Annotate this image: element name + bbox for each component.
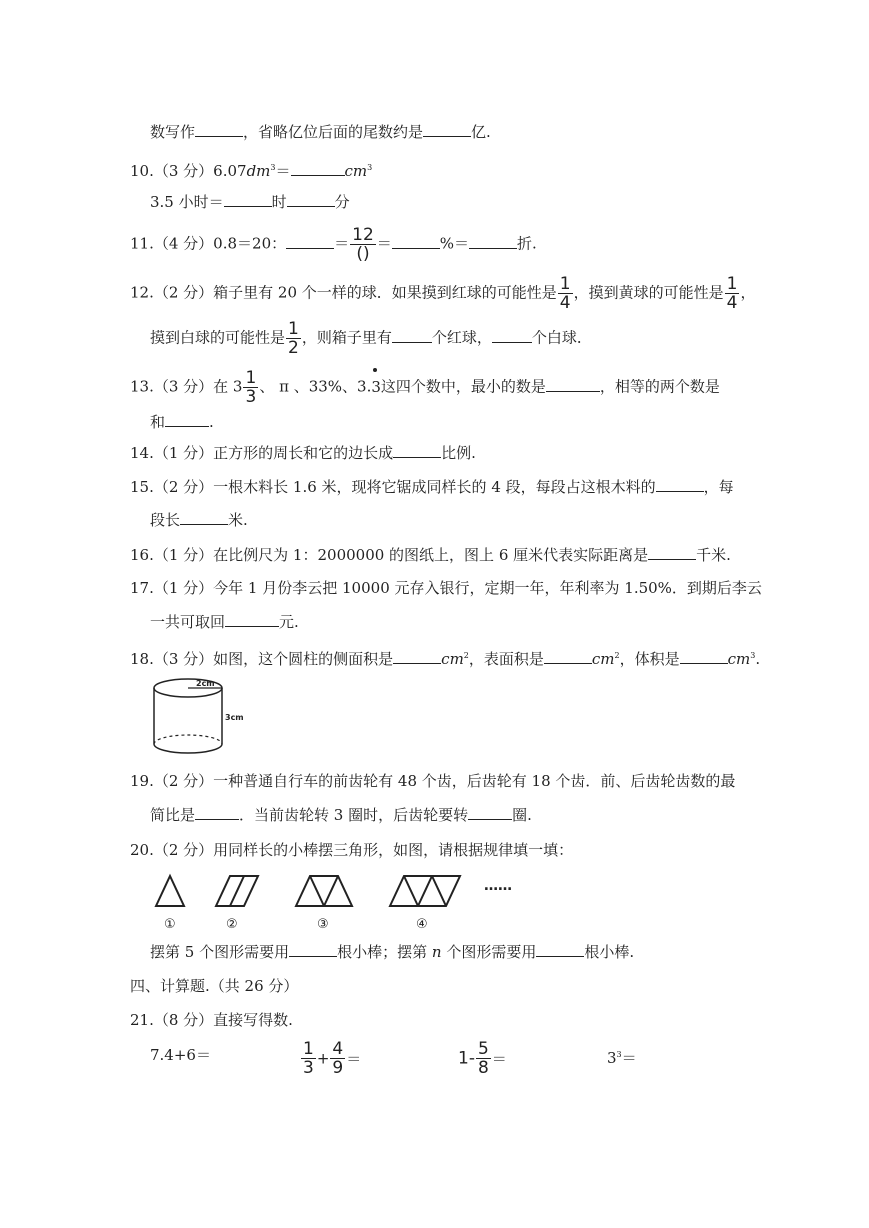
answer-blank[interactable]	[423, 122, 471, 137]
answer-blank[interactable]	[291, 161, 345, 176]
text: ，则箱子里有	[301, 328, 392, 347]
text: 圈.	[512, 806, 532, 824]
text: 摆第 5 个图形需要用	[150, 943, 290, 961]
figure-label-1: ①	[164, 917, 176, 932]
figure-label-2: ②	[226, 917, 238, 932]
text: 12.（2 分）箱子里有 20 个一样的球．如果摸到红球的可能性是	[130, 283, 557, 302]
expression-3	[458, 1040, 507, 1077]
denominator: 9	[332, 1058, 344, 1078]
cylinder-figure	[148, 676, 248, 758]
text: 千米.	[696, 546, 731, 564]
question-13-line-2	[150, 412, 214, 432]
answer-blank[interactable]	[224, 192, 272, 207]
text: ＝	[334, 234, 350, 253]
text: 米.	[228, 511, 248, 529]
text: 一共可取回	[150, 613, 226, 631]
plus-sign: +	[316, 1049, 330, 1068]
text: 个白球．	[531, 328, 592, 347]
question-16	[130, 545, 731, 565]
q9-line	[150, 122, 491, 142]
text: 和	[150, 413, 166, 431]
fraction	[476, 1040, 491, 1077]
text: 11.（4 分）0.8＝20：	[130, 234, 287, 253]
text: .	[755, 650, 761, 668]
text: 3.5 小时＝	[150, 193, 224, 211]
numerator: 1	[559, 274, 571, 294]
figure-3-divider	[310, 876, 324, 906]
radius-label: 2cm	[196, 679, 215, 688]
denominator: 3	[303, 1058, 314, 1078]
answer-blank[interactable]	[180, 510, 228, 525]
answer-blank[interactable]	[546, 377, 600, 392]
repeating-digit: 3	[371, 377, 381, 396]
numerator: 1	[288, 319, 299, 339]
question-15	[130, 477, 734, 497]
text: ＝	[491, 1050, 507, 1068]
text: ，体积是	[619, 650, 680, 668]
denominator: 8	[477, 1058, 489, 1078]
text: ，摸到黄球的可能性是	[573, 283, 724, 302]
section-4-title	[130, 976, 298, 996]
text: 10.（3 分）6.07	[130, 162, 247, 180]
text: 20.（2 分）用同样长的小棒摆三角形，如图，请根据规律填一填：	[130, 841, 574, 859]
answer-blank[interactable]	[289, 942, 337, 957]
figure-4-divider	[432, 876, 446, 906]
text: ，	[740, 283, 756, 302]
question-10-line-2	[150, 192, 350, 212]
numerator: 12	[352, 225, 374, 245]
numerator: 1	[303, 1039, 314, 1059]
text: 15.（2 分）一根木料长 1.6 米，现将它锯成同样长的 4 段，每段占这根木料的	[130, 478, 656, 496]
question-19	[130, 771, 735, 791]
text: %＝	[439, 234, 470, 253]
text: 个红球，	[431, 328, 492, 347]
answer-blank[interactable]	[469, 234, 517, 249]
unit-power: 3	[270, 163, 276, 172]
answer-blank[interactable]	[392, 234, 440, 249]
unit: cm	[591, 650, 615, 668]
text: ＝	[275, 162, 291, 180]
figure-label-4: ④	[416, 917, 428, 932]
text: 3	[607, 1049, 617, 1067]
text: 比例.	[441, 444, 476, 462]
numerator: 5	[477, 1039, 489, 1059]
unit-power: 3	[750, 651, 756, 660]
answer-blank[interactable]	[656, 477, 704, 492]
denominator: 2	[288, 338, 299, 358]
text: 四、计算题.（共 26 分）	[130, 977, 299, 995]
question-12	[130, 275, 755, 312]
answer-blank[interactable]	[648, 545, 696, 560]
text: 7.4+6＝	[150, 1046, 211, 1064]
figure-2-divider	[230, 876, 244, 906]
fraction	[301, 1040, 316, 1077]
text: ．当前齿轮转 3 圈时，后齿轮要转	[239, 806, 469, 824]
text: 元.	[279, 613, 299, 631]
text: 数写作	[150, 123, 196, 141]
text: 段长	[150, 511, 181, 529]
text: 14.（1 分）正方形的周长和它的边长成	[130, 444, 394, 462]
question-17	[130, 578, 762, 598]
answer-blank[interactable]	[680, 649, 728, 664]
denominator: 4	[726, 293, 738, 313]
unit: cm	[344, 162, 368, 180]
answer-blank[interactable]	[544, 649, 592, 664]
expression-1	[150, 1045, 211, 1065]
answer-blank[interactable]	[195, 122, 243, 137]
question-12-line-2	[150, 320, 592, 357]
text: ＝	[621, 1049, 637, 1067]
answer-blank[interactable]	[286, 234, 334, 249]
unit-power: 2	[614, 651, 620, 660]
text: 这四个数中，最小的数是	[380, 377, 546, 396]
unit: cm	[441, 650, 464, 668]
text: 16.（1 分）在比例尺为 1：2000000 的图纸上，图上 6 厘米代表实际距离是	[130, 546, 649, 564]
answer-blank[interactable]	[392, 328, 432, 343]
text: 18.（3 分）如图，这个圆柱的侧面积是	[130, 650, 394, 668]
text: ，相等的两个数是	[599, 377, 720, 396]
text: 分	[334, 193, 350, 211]
exponent: 3	[616, 1050, 622, 1059]
denominator: 3	[245, 387, 257, 407]
text: 根小棒.	[584, 943, 635, 961]
answer-blank[interactable]	[393, 443, 441, 458]
text: 17.（1 分）今年 1 月份李云把 10000 元存入银行，定期一年，年利率为 1.50%．到期后李云	[130, 579, 762, 597]
answer-blank[interactable]	[195, 805, 239, 820]
text: ，每	[703, 478, 734, 496]
text: 时	[271, 193, 287, 211]
text: 1-	[458, 1048, 475, 1069]
question-20-line-2	[150, 942, 634, 962]
question-21	[130, 1010, 293, 1030]
text: .	[209, 413, 214, 431]
answer-blank[interactable]	[393, 649, 441, 664]
answer-blank[interactable]	[225, 612, 279, 627]
text: 根小棒；摆第	[337, 943, 428, 961]
answer-blank[interactable]	[492, 328, 532, 343]
figure-4-divider	[418, 876, 432, 906]
text: ＝	[376, 234, 392, 253]
numerator: 4	[332, 1039, 344, 1059]
ellipsis: ……	[484, 878, 512, 894]
question-14	[130, 443, 476, 463]
question-13	[130, 369, 720, 406]
text: ＝	[346, 1050, 362, 1068]
question-11	[130, 226, 537, 263]
numerator: 1	[245, 368, 257, 388]
expression-4	[607, 1045, 637, 1068]
text: 13.（3 分）在 3	[130, 377, 243, 396]
figure-4-divider	[404, 876, 418, 906]
denominator-blank: ()	[356, 244, 370, 264]
unit-power: 3	[367, 163, 373, 172]
fraction	[350, 226, 376, 263]
figure-label-3: ③	[317, 917, 329, 932]
text: 21.（8 分）直接写得数.	[130, 1011, 293, 1029]
question-15-line-2	[150, 510, 248, 530]
unit: dm	[246, 162, 271, 180]
figure-3-trapezoid	[296, 876, 352, 906]
unit-power: 2	[463, 651, 469, 660]
text: 折.	[517, 234, 537, 253]
figure-1-triangles	[156, 876, 184, 906]
text: 亿.	[471, 123, 491, 141]
figure-3-divider	[324, 876, 338, 906]
answer-blank[interactable]	[287, 192, 335, 207]
fraction	[243, 369, 258, 406]
answer-blank[interactable]	[536, 942, 584, 957]
numerator: 1	[726, 274, 738, 294]
text: 简比是	[150, 806, 196, 824]
unit: cm	[727, 650, 751, 668]
fraction	[558, 275, 573, 312]
question-20	[130, 840, 573, 860]
text: 摸到白球的可能性是	[150, 328, 286, 347]
text: ，省略亿位后面的尾数约是	[243, 123, 424, 141]
question-19-line-2	[150, 805, 532, 825]
answer-blank[interactable]	[165, 412, 209, 427]
height-label: 3cm	[225, 713, 244, 722]
fraction	[330, 1040, 345, 1077]
triangle-pattern-figure	[150, 866, 540, 932]
cylinder-bottom-back	[154, 735, 222, 744]
fraction	[286, 320, 301, 357]
question-18	[130, 646, 760, 669]
variable-n: n	[431, 943, 442, 961]
denominator: 4	[559, 293, 571, 313]
text: 个图形需要用	[446, 943, 537, 961]
text: 、 π 、33%、3.	[259, 377, 372, 396]
text: 19.（2 分）一种普通自行车的前齿轮有 48 个齿，后齿轮有 18 个齿．前、后齿轮齿数的最	[130, 772, 736, 790]
fraction	[725, 275, 740, 312]
expression-2	[300, 1040, 361, 1077]
question-17-line-2	[150, 612, 299, 632]
question-10	[130, 158, 372, 181]
cylinder-bottom-front	[154, 744, 222, 753]
answer-blank[interactable]	[468, 805, 512, 820]
text: ，表面积是	[468, 650, 544, 668]
